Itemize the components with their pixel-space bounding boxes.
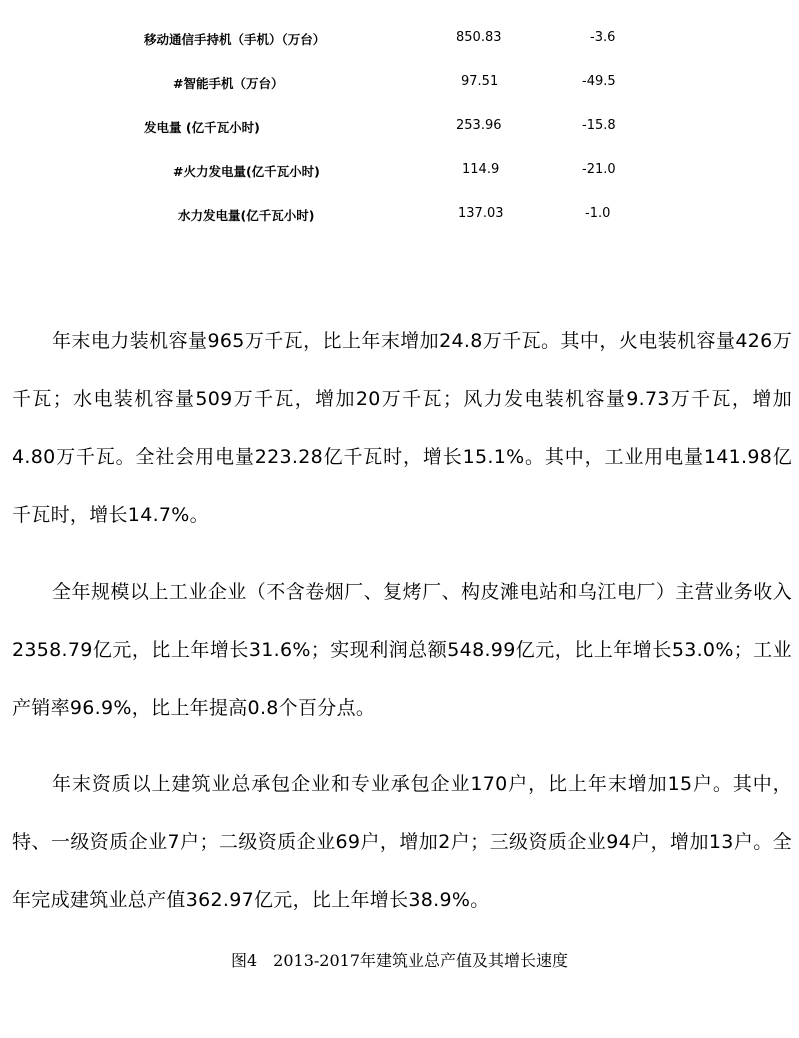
row-label: #智能手机（万台） [173, 76, 284, 91]
table-row [0, 62, 799, 106]
paragraph-construction: 年末资质以上建筑业总承包企业和专业承包企业170户，比上年末增加15户。其中，特、一级资质企业7户；二级资质企业69户，增加2户；三级资质企业94户，增加13户。全年完成建筑业总产值362.97亿元，比上年增长38.9%。 [12, 773, 792, 911]
row-label: 水力发电量(亿千瓦小时) [178, 208, 315, 223]
table-row [0, 106, 799, 150]
figure-caption: 图4 2013-2017年建筑业总产值及其增长速度 [230, 951, 569, 970]
row-change: -15.8 [582, 118, 616, 133]
row-value: 253.96 [456, 118, 502, 133]
row-change: -21.0 [582, 162, 616, 177]
row-value: 137.03 [458, 206, 504, 221]
table-row [0, 18, 799, 62]
row-change: -3.6 [590, 30, 616, 45]
table-row [0, 150, 799, 194]
paragraph-electricity: 年末电力装机容量965万千瓦，比上年末增加24.8万千瓦。其中，火电装机容量426万千瓦；水电装机容量509万千瓦，增加20万千瓦；风力发电装机容量9.73万千瓦，增加4.80万千瓦。全社会用电量223.28亿千瓦时，增长15.1%。其中，工业用电量141.98亿千瓦时，增长14.7%。 [12, 330, 792, 526]
row-label: #火力发电量(亿千瓦小时) [173, 164, 320, 179]
row-change: -1.0 [585, 206, 611, 221]
statistics-table [0, 18, 799, 238]
row-value: 97.51 [461, 74, 499, 89]
table-row [0, 194, 799, 238]
paragraph-industry: 全年规模以上工业企业（不含卷烟厂、复烤厂、构皮滩电站和乌江电厂）主营业务收入2358.79亿元，比上年增长31.6%；实现利润总额548.99亿元，比上年增长53.0%；工业产销率96.9%，比上年提高0.8个百分点。 [12, 581, 792, 719]
row-label: 发电量 (亿千瓦小时) [144, 120, 260, 135]
row-value: 114.9 [462, 162, 500, 177]
row-label: 移动通信手持机（手机）（万台） [144, 32, 326, 47]
row-change: -49.5 [582, 74, 616, 89]
row-value: 850.83 [456, 30, 502, 45]
